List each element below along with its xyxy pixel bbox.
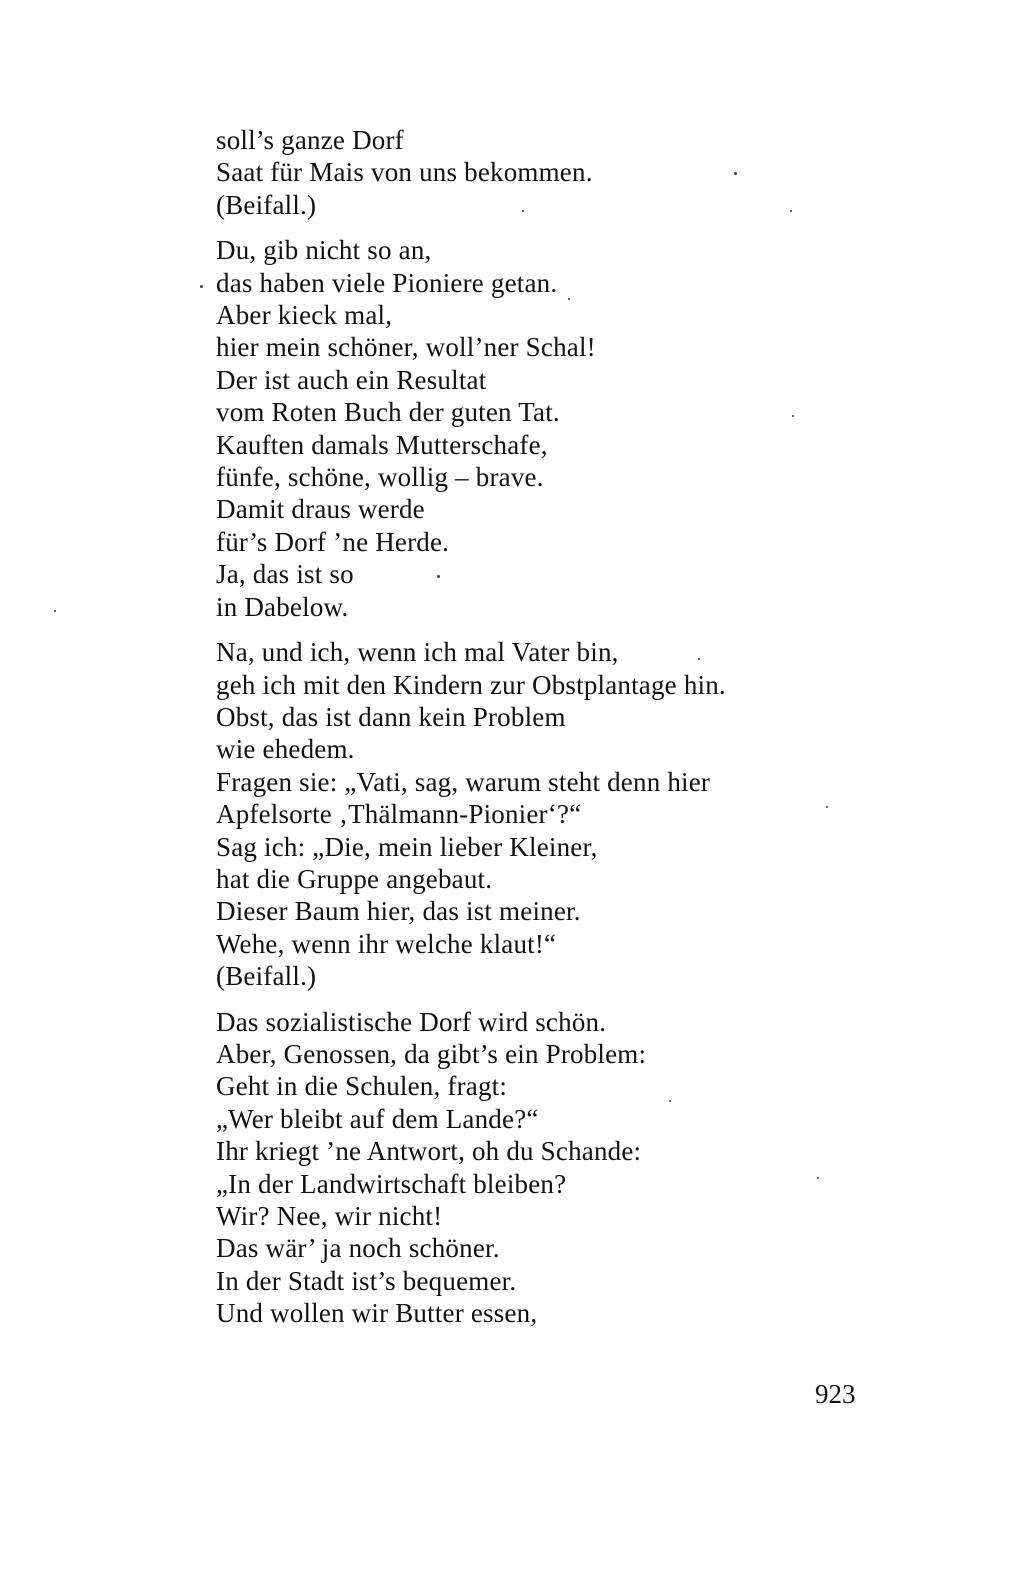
poem-line: Aber kieck mal, xyxy=(216,300,393,331)
scan-speck xyxy=(568,298,570,300)
poem-line: Du, gib nicht so an, xyxy=(216,235,432,266)
poem-line: „In der Landwirtschaft bleiben? xyxy=(216,1168,567,1199)
scan-speck xyxy=(669,1100,671,1102)
poem-line: Geht in die Schulen, fragt: xyxy=(216,1071,508,1102)
poem-line: Sag ich: „Die, mein lieber Kleiner, xyxy=(216,831,598,862)
poem-line: Obst, das ist dann kein Problem xyxy=(216,701,566,732)
stanza-2 xyxy=(216,234,836,623)
poem-line: in Dabelow. xyxy=(216,591,349,622)
poem-line: vom Roten Buch der guten Tat. xyxy=(216,397,560,428)
poem-line: Das wär’ ja noch schöner. xyxy=(216,1233,500,1264)
poem-line: Apfelsorte ‚Thälmann-Pionier‘?“ xyxy=(216,799,582,830)
poem-line: Wehe, wenn ihr welche klaut!“ xyxy=(216,928,557,959)
poem-line: Das sozialistische Dorf wird schön. xyxy=(216,1006,607,1037)
poem-line: Ihr kriegt ’ne Antwort, oh du Schande: xyxy=(216,1136,642,1167)
poem-line: Wir? Nee, wir nicht! xyxy=(216,1201,443,1231)
poem-line: Na, und ich, wenn ich mal Vater bin, xyxy=(216,637,619,668)
poem-text xyxy=(216,124,836,1330)
poem-line: geh ich mit den Kindern zur Obstplantage hin. xyxy=(216,669,726,700)
poem-line: soll’s ganze Dorf xyxy=(216,125,404,155)
poem-line: Saat für Mais von uns bekommen. xyxy=(216,157,593,188)
poem-line: Ja, das ist so xyxy=(216,559,354,590)
poem-line: „Wer bleibt auf dem Lande?“ xyxy=(216,1103,539,1134)
page-number: 923 xyxy=(815,1379,856,1409)
stanza-4 xyxy=(216,1006,836,1330)
poem-line: In der Stadt ist’s bequemer. xyxy=(216,1265,517,1296)
scan-speck xyxy=(817,1177,819,1179)
poem-line: Kauften damals Mutterschafe, xyxy=(216,429,548,460)
scan-speck xyxy=(790,210,792,212)
poem-line: Aber, Genossen, da gibt’s ein Problem: xyxy=(216,1038,647,1069)
poem-line: Und wollen wir Butter essen, xyxy=(216,1298,538,1329)
stanza-1 xyxy=(216,124,836,221)
poem-line: wie ehedem. xyxy=(216,734,355,765)
scan-speck xyxy=(826,806,828,808)
stanza-3 xyxy=(216,636,836,992)
scan-speck xyxy=(437,575,440,578)
poem-line: (Beifall.) xyxy=(216,961,317,992)
poem-line: Fragen sie: „Vati, sag, warum steht denn hier xyxy=(216,766,711,797)
scan-speck xyxy=(792,415,794,417)
scan-speck xyxy=(522,210,524,212)
poem-line: Dieser Baum hier, das ist meiner. xyxy=(216,896,581,927)
poem-line: das haben viele Pioniere getan. xyxy=(216,267,558,298)
poem-line: Damit draus werde xyxy=(216,494,425,525)
scan-speck xyxy=(698,658,700,660)
poem-line: für’s Dorf ’ne Herde. xyxy=(216,526,450,557)
poem-line: hier mein schöner, woll’ner Schal! xyxy=(216,332,596,363)
scan-speck xyxy=(734,172,737,175)
scan-speck xyxy=(54,610,56,612)
poem-line: fünfe, schöne, wollig – brave. xyxy=(216,462,544,493)
poem-line: Der ist auch ein Resultat xyxy=(216,364,487,395)
scan-speck xyxy=(200,285,203,288)
poem-line: (Beifall.) xyxy=(216,189,317,220)
poem-line: hat die Gruppe angebaut. xyxy=(216,863,493,894)
